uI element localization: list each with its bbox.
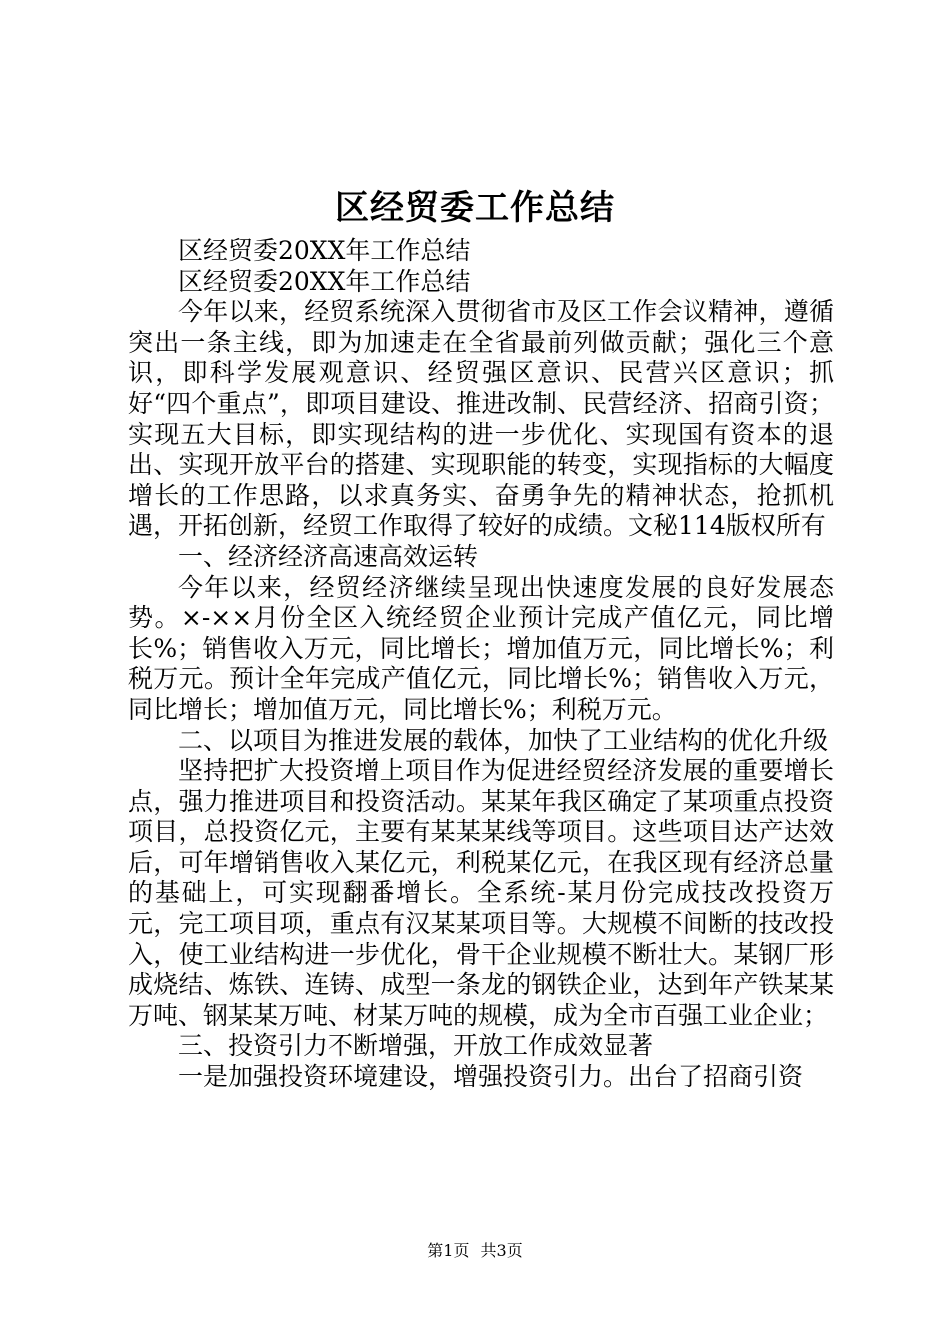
- subtitle-line-2: 区经贸委20XX年工作总结: [178, 266, 471, 296]
- section-1-paragraph: 今年以来，经贸经济继续呈现出快速度发展的良好发展态势。×-××月份全区入统经贸企业预计完成产值亿元，同比增长%；销售收入万元，同比增长；增加值万元，同比增长%；利税万元。预计全年完成产值亿元，同比增长%；销售收入万元，同比增长；增加值万元，同比增长%；利税万元。: [128, 572, 834, 724]
- page-total: 共3页: [480, 1241, 523, 1260]
- section-2-paragraph: 坚持把扩大投资增上项目作为促进经贸经济发展的重要增长点，强力推进项目和投资活动。某某年我区确定了某项重点投资项目，总投资亿元，主要有某某某线等项目。这些项目达产达效后，可年增销售收入某亿元，利税某亿元，在我区现有经济总量的基础上，可实现翻番增长。全系统-某月份完成技改投资万元，完工项目项，重点有汉某某项目等。大规模不间断的技改投入，使工业结构进一步优化，骨干企业规模不断壮大。某钢厂形成烧结、炼铁、连铸、成型一条龙的钢铁企业，达到年产铁某某万吨、钢某某万吨、材某万吨的规模，成为全市百强工业企业；: [128, 756, 834, 1030]
- section-heading-3: 三、投资引力不断增强，开放工作成效显著: [178, 1031, 654, 1061]
- intro-paragraph: 今年以来，经贸系统深入贯彻省市及区工作会议精神，遵循突出一条主线，即为加速走在全省最前列做贡献；强化三个意识，即科学发展观意识、经贸强区意识、民营兴区意识；抓好“四个重点”，即项目建设、推进改制、民营经济、招商引资；实现五大目标，即实现结构的进一步优化、实现国有资本的退出、实现开放平台的搭建、实现职能的转变，实现指标的大幅度增长的工作思路，以求真务实、奋勇争先的精神状态，抢抓机遇，开拓创新，经贸工作取得了较好的成绩。文秘114版权所有: [128, 297, 834, 541]
- document-body: [128, 236, 834, 1093]
- page-number: 第1页: [427, 1241, 470, 1260]
- section-heading-1: 一、经济经济高速高效运转: [178, 541, 479, 571]
- document-title: 区经贸委工作总结: [335, 188, 615, 228]
- section-3-paragraph: 一是加强投资环境建设，增强投资引力。出台了招商引资: [178, 1062, 804, 1092]
- page-footer: [0, 1240, 950, 1262]
- section-heading-2: 二、以项目为推进发展的载体，加快了工业结构的优化升级: [178, 725, 829, 755]
- subtitle-line-1: 区经贸委20XX年工作总结: [178, 236, 471, 265]
